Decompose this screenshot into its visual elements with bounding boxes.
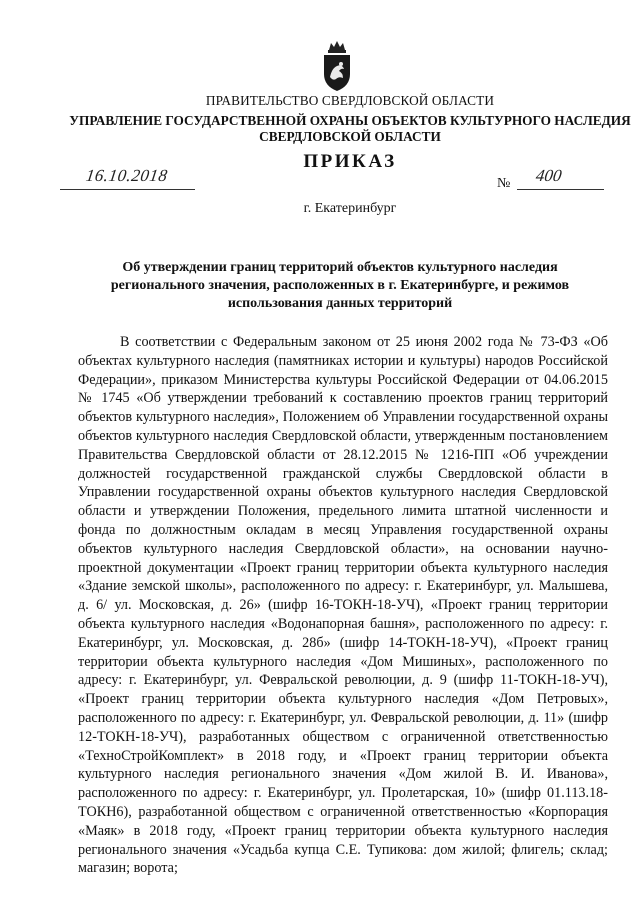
department-name-line2: СВЕРДЛОВСКОЙ ОБЛАСТИ: [259, 129, 441, 144]
document-type-title: ПРИКАЗ: [303, 151, 397, 172]
body-paragraph: В соответствии с Федеральным законом от 25 июня 2002 года № 73-ФЗ «Об объектах культурного наследия (памятниках истории и культуры) народов Российской Федерации», приказом Министерства культуры Российской Федерации от 04.06.2015 № 1745 «Об утверждении требований к составлению проектов границ территорий объектов культурного наследия», Положением об Управлении государственной охраны объектов культурного наследия Свердловской области, утвержденным постановлением Правительства Свердловской области от 28.12.2015 № 1216-ПП «Об учреждении должностей государственной гражданской службы Свердловской области в Управлении государственной охраны объектов культурного наследия Свердловской области и утверждении Положения, предельного лимита штатной численности и фонда по должностным окладам в месяц Управления государственной охраны объектов культурного наследия Свердловской области», на основании научно-проектной документации «Проект границ территории объекта культурного наследия «Здание земской школы», расположенного по адресу: г. Екатеринбург, ул. Малышева, д. 6/ ул. Московская, д. 26» (шифр 16-ТОКН-18-УЧ), «Проект границ территории объекта культурного наследия «Водонапорная башня», расположенного по адресу: г. Екатеринбург, ул. Московская, д. 28б» (шифр 14-ТОКН-18-УЧ), «Проект границ территории объекта культурного наследия «Дом Мишиных», расположенного по адресу: г. Екатеринбург, ул. Февральской революции, д. 9 (шифр 11-ТОКН-18-УЧ), «Проект границ территории объекта культурного наследия «Дом Петровых», расположенного по адресу: г. Екатеринбург, ул. Февральской революции, д. 11» (шифр 12-ТОКН-18-УЧ), разработанных обществом с ограниченной ответственностью «ТехноСтройКомплект» в 2018 году, и «Проект границ территории объекта культурного наследия регионального значения «Дом жилой В. И. Иванова», расположенного по адресу: г. Екатеринбург, ул. Пролетарская, 10» (шифр 01.113.18-ТОКН6), разработанной обществом с ограниченной ответственностью «Корпорация «Маяк» в 2018 году, «Проект границ территории объекта культурного наследия регионального значения «Усадьба купца С.Е. Тупикова: дом жилой; флигель; склад; магазин; ворота;: [78, 334, 608, 877]
order-subject-title: Об утверждении границ территорий объектов культурного наследия регионального значения, расположенных в г. Екатеринбурге, и режимов использования данных территорий: [110, 260, 570, 311]
number-underline: [517, 189, 604, 190]
order-body-text: [78, 333, 608, 878]
department-name-line1: УПРАВЛЕНИЕ ГОСУДАРСТВЕННОЙ ОХРАНЫ ОБЪЕКТОВ КУЛЬТУРНОГО НАСЛЕДИЯ: [69, 113, 631, 128]
coat-of-arms-emblem: [319, 40, 355, 92]
government-name: ПРАВИТЕЛЬСТВО СВЕРДЛОВСКОЙ ОБЛАСТИ: [205, 93, 495, 108]
order-date-handwritten: 16.10.2018: [84, 166, 169, 185]
number-label: №: [497, 176, 511, 191]
date-underline: [60, 189, 195, 190]
order-number-handwritten: 400: [534, 166, 563, 185]
city-line: г. Екатеринбург: [303, 201, 397, 216]
